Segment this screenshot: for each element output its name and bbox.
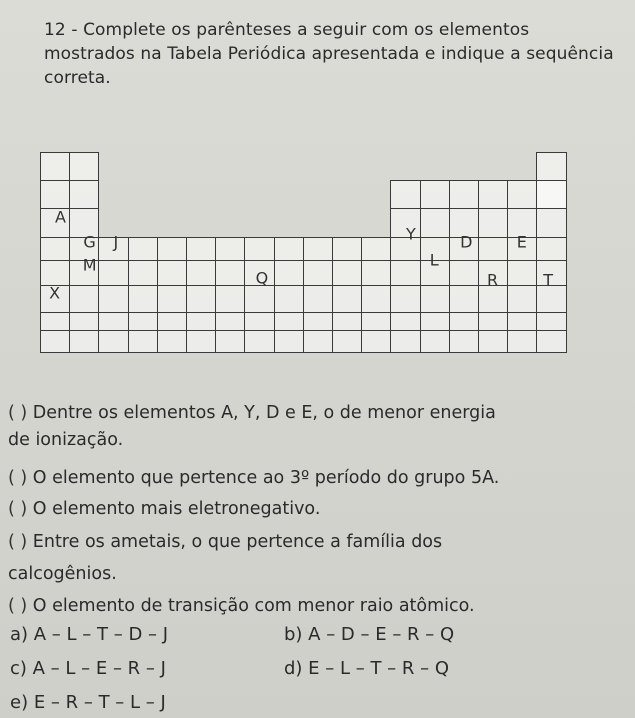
element-label: G [83,232,96,252]
statement-2: ( ) O elemento que pertence ao 3º período do grupo 5A. [8,468,500,488]
table-cell [507,312,537,331]
table-cell [186,330,216,353]
answer-paren-2[interactable]: ( ) [8,468,28,488]
table-cell [40,330,70,353]
option-a[interactable]: a) A – L – T – D – J [10,624,169,645]
statement-4: ( ) Entre os ametais, o que pertence a família dos [8,532,443,552]
table-cell [420,285,450,313]
table-cell [186,312,216,331]
element-label: T [543,270,553,290]
table-cell [215,260,245,286]
table-cell [390,180,420,209]
table-cell [536,180,566,209]
table-cell [420,180,450,209]
table-cell [361,237,391,261]
statement-3: ( ) O elemento mais eletronegativo. [8,499,321,519]
table-cell [186,285,216,313]
table-cell [478,208,508,238]
table-cell [157,260,187,286]
table-cell [303,312,333,331]
element-label: D [460,232,473,252]
table-cell [157,285,187,313]
option-e[interactable]: e) E – R – T – L – J [10,692,166,713]
table-cell [303,285,333,313]
table-cell [69,285,99,313]
table-cell [420,330,450,353]
table-cell [390,260,420,286]
statement-1-continued: de ionização. [8,430,124,450]
table-cell [536,312,566,331]
element-label: A [54,207,66,227]
table-cell [420,312,450,331]
option-b[interactable]: b) A – D – E – R – Q [284,624,455,645]
table-cell [40,180,70,209]
element-label: L [429,250,439,270]
table-cell [274,330,304,353]
table-cell [40,312,70,331]
table-cell [420,208,450,238]
table-cell [128,237,158,261]
table-cell [274,285,304,313]
table-cell [69,152,99,181]
answer-paren-5[interactable]: ( ) [8,596,28,616]
table-cell [449,285,479,313]
statement-5: ( ) O elemento de transição com menor raio atômico. [8,596,475,616]
table-cell [507,285,537,313]
table-cell [186,237,216,261]
table-cell [361,330,391,353]
table-cell [449,180,479,209]
table-cell [361,285,391,313]
element-label: E [516,232,527,252]
element-label: X [49,283,61,303]
table-cell [390,285,420,313]
table-cell [244,330,274,353]
option-c[interactable]: c) A – L – E – R – J [10,658,166,679]
table-cell [157,312,187,331]
table-cell [449,260,479,286]
table-cell [69,330,99,353]
statement-4-continued: calcogênios. [8,564,117,584]
question-text: 12 - Complete os parênteses a seguir com os elementos mostrados na Tabela Periódica apresentada e indique a sequência correta. [44,20,614,88]
element-label: Q [255,268,269,287]
table-cell [507,260,537,286]
table-cell [274,312,304,331]
table-cell [390,312,420,331]
table-cell [449,312,479,331]
table-cell [215,330,245,353]
table-cell [215,312,245,331]
answer-paren-3[interactable]: ( ) [8,499,28,519]
table-cell [69,180,99,209]
table-cell [303,330,333,353]
table-cell [332,330,362,353]
table-cell [478,330,508,353]
table-cell [128,260,158,286]
table-cell [69,312,99,331]
table-cell [478,312,508,331]
table-cell [536,237,566,261]
table-cell [128,330,158,353]
option-d[interactable]: d) E – L – T – R – Q [284,658,450,679]
statement-1: ( ) Dentre os elementos A, Y, D e E, o de menor energia [8,403,496,423]
table-cell [536,208,566,238]
table-cell [274,260,304,286]
table-cell [40,260,70,286]
table-cell [303,260,333,286]
table-cell [332,260,362,286]
table-cell [332,285,362,313]
answer-paren-1[interactable]: ( ) [8,403,28,423]
table-cell [449,330,479,353]
table-cell [186,260,216,286]
table-cell [390,330,420,353]
table-cell [303,237,333,261]
table-cell [98,330,128,353]
table-cell [274,237,304,261]
table-cell [361,312,391,331]
element-label: J [113,232,119,252]
table-cell [478,180,508,209]
table-cell [215,237,245,261]
table-cell [98,312,128,331]
table-cell [332,312,362,331]
element-label: Y [405,224,416,244]
table-cell [157,330,187,353]
table-cell [244,285,274,313]
table-cell [40,152,70,181]
table-cell [244,237,274,261]
answer-paren-4[interactable]: ( ) [8,532,28,552]
table-cell [244,312,274,331]
table-cell [332,237,362,261]
table-cell [536,152,566,181]
table-cell [507,180,537,209]
table-cell [478,237,508,261]
table-cell [98,260,128,286]
table-cell [157,237,187,261]
table-cell [361,260,391,286]
table-cell [98,285,128,313]
table-cell [215,285,245,313]
element-label: R [487,270,499,290]
table-cell [128,285,158,313]
element-label: M [82,255,97,275]
table-cell [40,237,70,261]
table-cell [507,330,537,353]
table-cell [128,312,158,331]
table-cell [536,330,566,353]
